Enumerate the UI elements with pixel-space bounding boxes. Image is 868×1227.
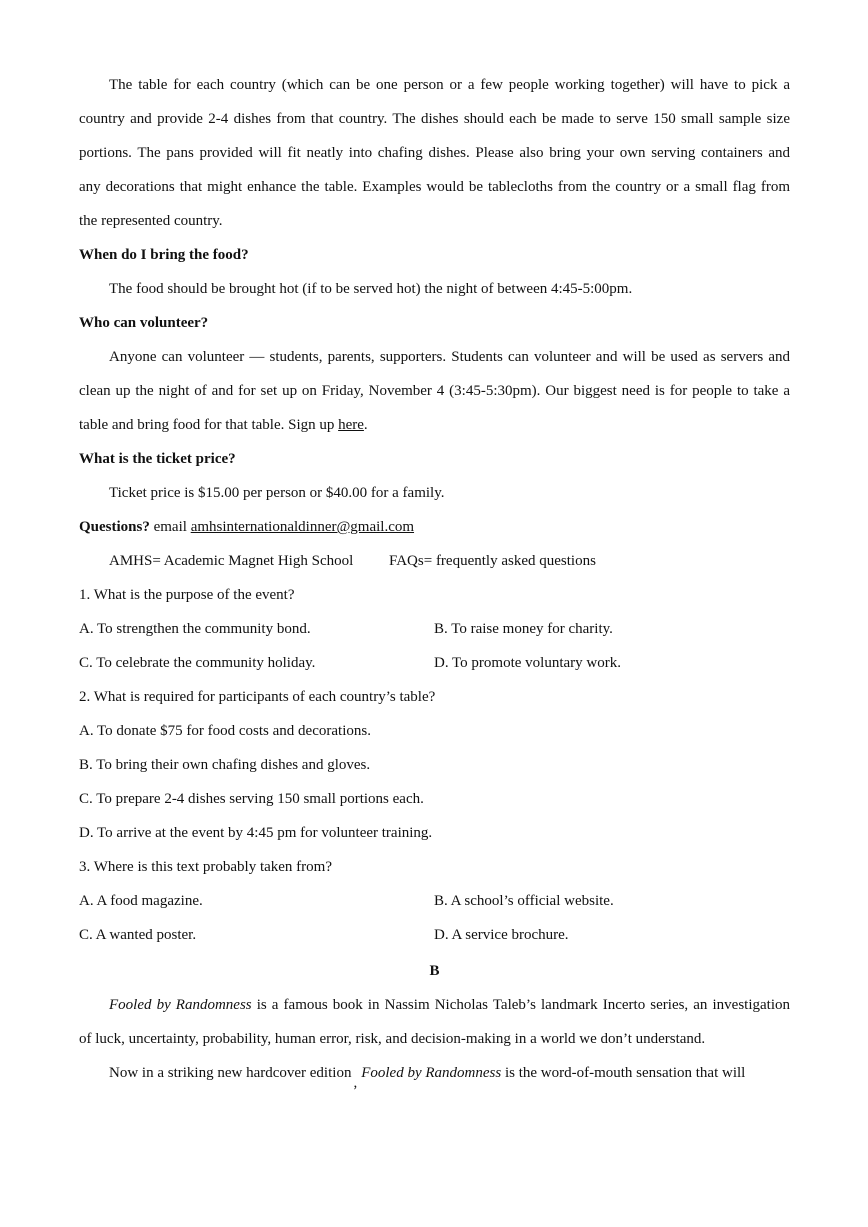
- question-3-option-c: C. A wanted poster.: [79, 927, 197, 943]
- question-1-option-d: D. To promote voluntary work.: [434, 655, 621, 671]
- intro-line-5: the represented country.: [79, 213, 223, 229]
- intro-line-4: any decorations that might enhance the table. Examples would be tablecloths from the country or a small flag from: [79, 179, 790, 195]
- section-b-heading: B: [429, 963, 440, 979]
- contact-email-link[interactable]: amhsinternationaldinner@gmail.com: [190, 519, 415, 535]
- intro-line-1: The table for each country (which can be one person or a few people working together) will have to pick a: [109, 77, 790, 93]
- question-2-stem: 2. What is required for participants of each country’s table?: [79, 689, 436, 705]
- question-2-option-b: B. To bring their own chafing dishes and gloves.: [79, 757, 371, 773]
- question-2-option-d: D. To arrive at the event by 4:45 pm for volunteer training.: [79, 825, 433, 841]
- faq-volunteer-period: .: [363, 417, 368, 433]
- question-1-stem: 1. What is the purpose of the event?: [79, 587, 295, 603]
- faq-ticket-question: What is the ticket price?: [79, 451, 236, 467]
- question-1-option-c: C. To celebrate the community holiday.: [79, 655, 316, 671]
- question-2-option-a: A. To donate $75 for food costs and decorations.: [79, 723, 371, 739]
- section-b-p1-line-1: [109, 996, 790, 1014]
- question-3-option-a: A. A food magazine.: [79, 893, 203, 909]
- glossary-amhs: AMHS= Academic Magnet High School: [109, 553, 354, 569]
- section-b-p2-line-1: [109, 1064, 746, 1091]
- section-b-p1-line-2: of luck, uncertainty, probability, human error, risk, and decision-making in a world we don’t understand.: [79, 1031, 706, 1047]
- faq-volunteer-line-3-text: table and bring food for that table. Sign up: [79, 417, 339, 433]
- book-title-2: Fooled by Randomness: [361, 1065, 502, 1081]
- question-1-option-b: B. To raise money for charity.: [434, 621, 613, 637]
- question-1-option-a: A. To strengthen the community bond.: [79, 621, 311, 637]
- faq-volunteer-question: Who can volunteer?: [79, 315, 209, 331]
- contact-line: [79, 518, 414, 536]
- contact-prefix: email: [149, 519, 191, 535]
- question-3-option-b: B. A school’s official website.: [434, 893, 614, 909]
- faq-ticket-answer: Ticket price is $15.00 per person or $40.00 for a family.: [109, 485, 445, 501]
- section-b-p2-rest: is the word-of-mouth sensation that will: [501, 1065, 746, 1081]
- faq-food-question: When do I bring the food?: [79, 247, 249, 263]
- faq-food-answer: The food should be brought hot (if to be served hot) the night of between 4:45-5:00pm.: [109, 281, 633, 297]
- section-b-p1-line-1-rest: is a famous book in Nassim Nicholas Taleb’s landmark Incerto series, an investigation: [251, 997, 790, 1013]
- question-2-option-c: C. To prepare 2-4 dishes serving 150 small portions each.: [79, 791, 424, 807]
- question-3-option-d: D. A service brochure.: [434, 927, 569, 943]
- glossary-faqs: FAQs= frequently asked questions: [389, 553, 596, 569]
- faq-volunteer-line-3: [79, 416, 368, 434]
- section-b-p2-comma: ,: [353, 1075, 358, 1091]
- faq-volunteer-line-2: clean up the night of and for set up on Friday, November 4 (3:45-5:30pm). Our biggest need is for people to take a: [79, 383, 790, 399]
- contact-label: Questions?: [79, 519, 150, 535]
- section-b-p2-start: Now in a striking new hardcover edition: [109, 1065, 352, 1081]
- book-title: Fooled by Randomness: [109, 997, 252, 1013]
- sign-up-link[interactable]: here: [338, 417, 364, 433]
- intro-line-2: country and provide 2-4 dishes from that country. The dishes should each be made to serve 150 small sample size: [79, 111, 790, 127]
- question-3-stem: 3. Where is this text probably taken from?: [79, 859, 332, 875]
- intro-line-3: portions. The pans provided will fit neatly into chafing dishes. Please also bring your own serving containers and: [79, 145, 790, 161]
- faq-volunteer-line-1: Anyone can volunteer — students, parents, supporters. Students can volunteer and will be used as servers and: [109, 349, 790, 365]
